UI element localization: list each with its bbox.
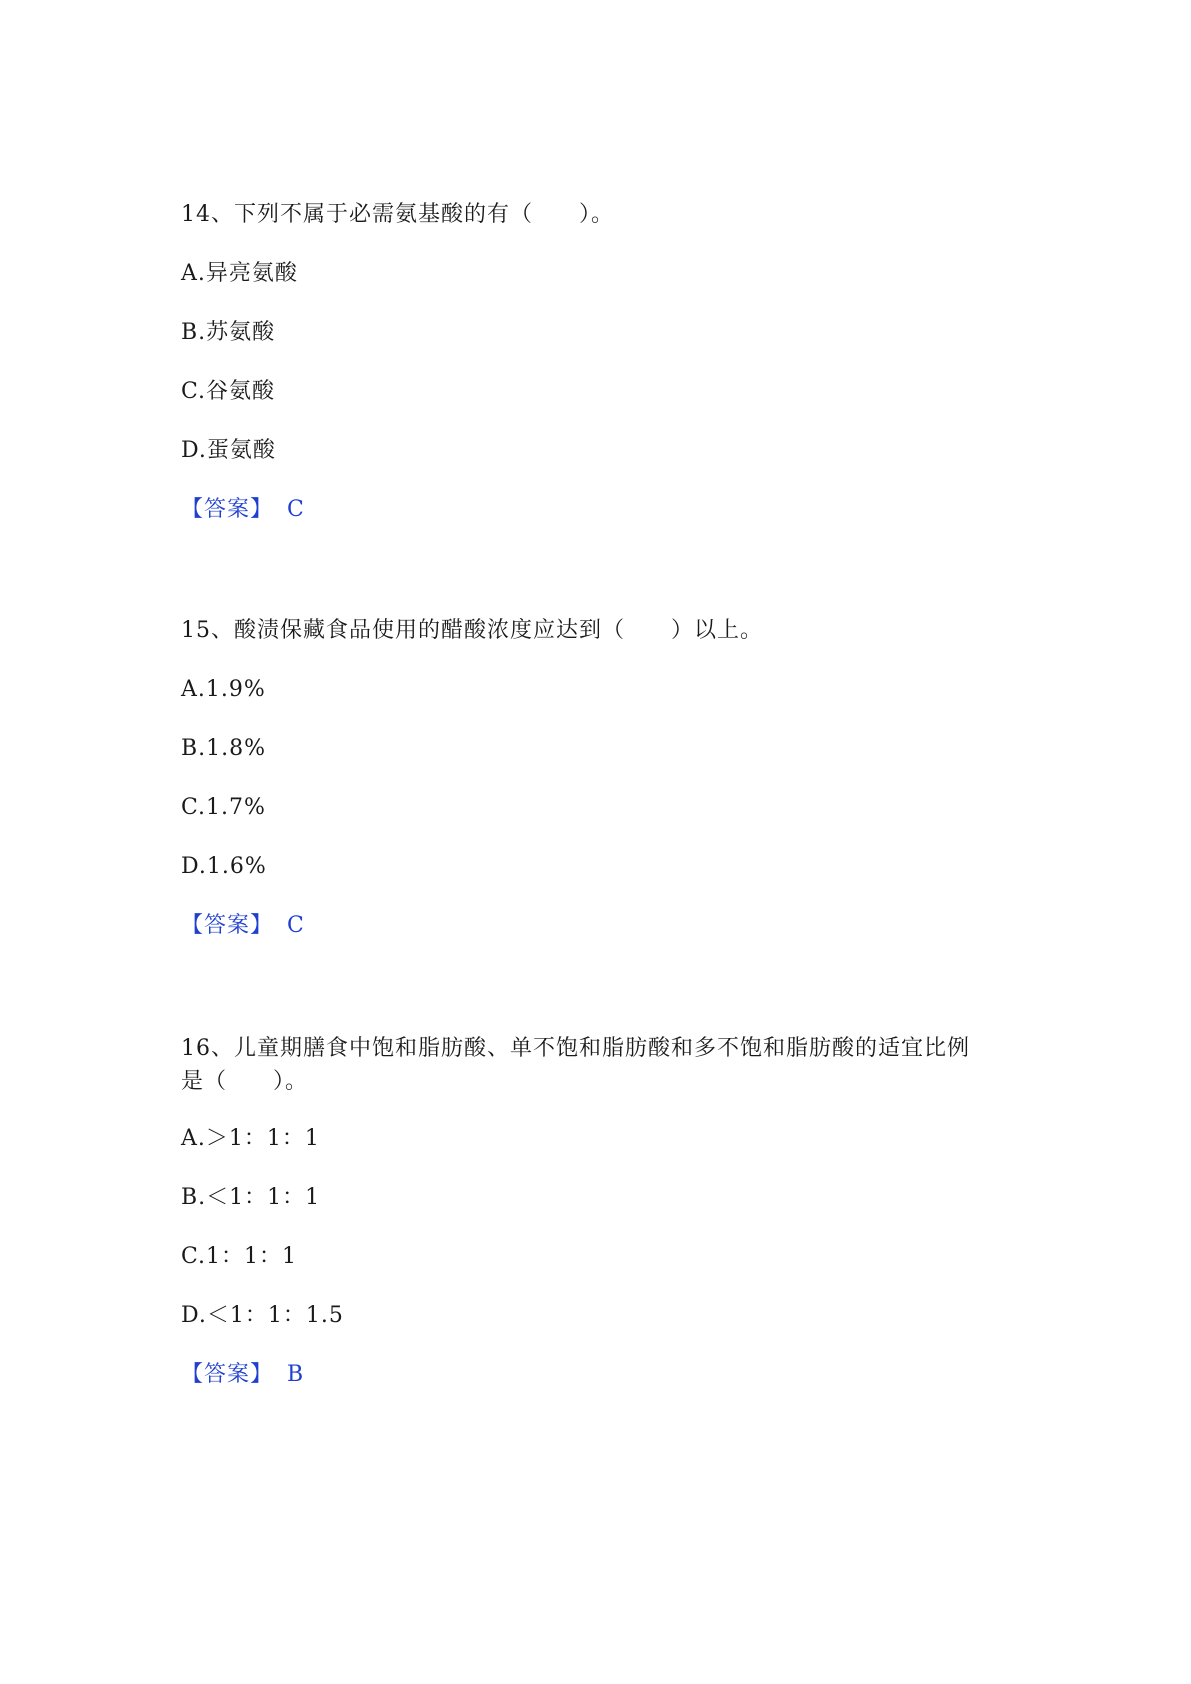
option-c: C.1.7%: [181, 795, 266, 820]
question-16: [181, 1032, 1021, 1390]
option-c: C.1：1：1: [181, 1244, 298, 1269]
option-d: D.＜1：1：1.5: [181, 1303, 344, 1328]
option-b: B.＜1：1：1: [181, 1185, 321, 1210]
answer-label: 【答案】: [181, 497, 274, 522]
option-d: D.蛋氨酸: [181, 438, 276, 463]
question-stem: 14、下列不属于必需氨基酸的有（ ）。: [181, 202, 614, 227]
option-a: A.异亮氨酸: [181, 261, 298, 286]
question-stem-line-2: 是（ ）。: [181, 1069, 309, 1094]
option-a: A.＞1：1：1: [181, 1126, 320, 1151]
answer-label: 【答案】: [181, 913, 274, 938]
answer-line: [181, 1360, 1021, 1390]
question-stem-line-1: 16、儿童期膳食中饱和脂肪酸、单不饱和脂肪酸和多不饱和脂肪酸的适宜比例: [181, 1036, 970, 1061]
answer-value: C: [287, 913, 305, 938]
question-15: [181, 616, 1021, 941]
answer-line: [181, 911, 1021, 941]
question-stem: 15、酸渍保藏食品使用的醋酸浓度应达到（ ）以上。: [181, 618, 763, 643]
answer-label: 【答案】: [181, 1362, 274, 1387]
question-stem: [181, 1032, 1021, 1098]
question-14: [181, 200, 1021, 525]
option-b: B.苏氨酸: [181, 320, 276, 345]
option-d: D.1.6%: [181, 854, 267, 879]
option-b: B.1.8%: [181, 736, 267, 761]
answer-value: C: [287, 497, 305, 522]
answer-line: [181, 495, 1021, 525]
option-c: C.谷氨酸: [181, 379, 276, 404]
answer-value: B: [287, 1362, 305, 1387]
option-a: A.1.9%: [181, 677, 266, 702]
